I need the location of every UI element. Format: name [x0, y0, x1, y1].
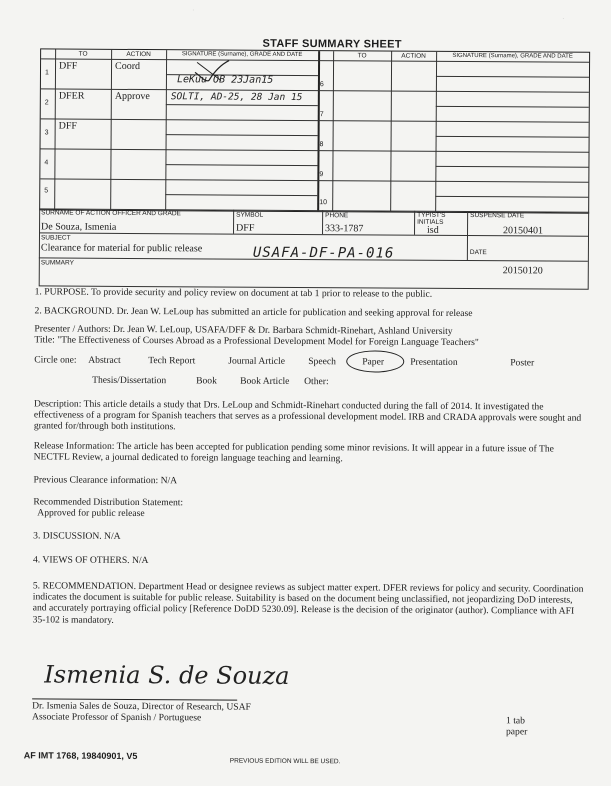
row1-signature: LeKuu OB 23Jan15 [176, 74, 274, 86]
routing-table [39, 48, 590, 213]
option-thesis: Thesis/Dissertation [92, 374, 167, 387]
summary-label: SUMMARY [40, 259, 74, 267]
row-number: 5 [44, 187, 49, 195]
handwritten-signature: Ismenia S. de Souza [44, 660, 290, 690]
symbol-value: DFF [236, 222, 255, 234]
row-number: 3 [44, 129, 49, 137]
views-paragraph: 4. VIEWS OF OTHERS. N/A [32, 554, 149, 567]
header-action: ACTION [126, 50, 151, 59]
option-journal-article: Journal Article [228, 355, 286, 367]
checkmark-icon [191, 58, 231, 84]
purpose-paragraph: 1. PURPOSE. To provide security and policy review on document at tab 1 prior to release to the public. [34, 286, 433, 300]
option-book-article: Book Article [240, 375, 290, 387]
discussion-paragraph: 3. DISCUSSION. N/A [33, 530, 121, 542]
typist-label: TYPIST'S INITIALS [417, 211, 446, 226]
option-speech: Speech [308, 356, 336, 368]
header-signature: SIGNATURE (Surname), GRADE AND DATE [181, 51, 303, 59]
typist-value: isd [427, 224, 439, 236]
row-number: 2 [44, 99, 49, 107]
header-to: TO [78, 50, 88, 58]
sheet-title: STAFF SUMMARY SHEET [262, 37, 402, 51]
recommended-label: Recommended Distribution Statement: [33, 496, 184, 509]
row-number: 4 [44, 159, 49, 167]
title-line: Title: "The Effectiveness of Courses Abroad as a Professional Development Model for Foreign Language Teachers" [34, 334, 479, 349]
row-number-right: 10 [319, 199, 328, 207]
row-number-right: 8 [319, 141, 324, 149]
option-book: Book [196, 375, 217, 387]
option-other: Other: [304, 376, 329, 388]
release-info-paragraph: Release Information: The article has been accepted for publication pending some minor revisions. It will appear in a future issue of The NECTFL Review, a journal dedicated to foreign language teaching and learning. [33, 440, 554, 465]
background-paragraph: 2. BACKGROUND. Dr. Jean W. LeLoup has submitted an article for publication and seeking approval for release [34, 305, 473, 320]
date-value: 20150120 [502, 265, 543, 277]
symbol-label: SYMBOL [236, 211, 264, 219]
row-number-right: 9 [319, 171, 324, 179]
officer-value: De Souza, Ismenia [41, 221, 117, 233]
recommendation-paragraph: 5. RECOMMENDATION. Department Head or designee reviews as subject matter expert. DFER reviews for policy and security. Coordination indicates the document is suitable for public release. Suitability is based on the document being unclassified, not jeopardizing DoD interests, and accurately portraying official policy [Reference DoDD 5230.09]. Release is the decision of the originator (author). Compliance with AFI 35-102 is mandatory. [32, 580, 584, 626]
phone-label: PHONE [325, 212, 349, 220]
row3-to: DFF [58, 120, 78, 132]
row-number-right: 6 [319, 81, 324, 89]
row1-action: Coord [115, 60, 141, 73]
option-paper: Paper [362, 356, 385, 368]
row2-to: DFER [58, 90, 85, 102]
attachment-count: 1 tab [506, 715, 525, 727]
scan-noise: · [192, 7, 195, 14]
row2-action: Approve [114, 90, 150, 103]
previous-clearance: Previous Clearance information: N/A [33, 474, 178, 487]
form-id: AF IMT 1768, 19840901, V5 [23, 750, 138, 762]
edition-note: PREVIOUS EDITION WILL BE USED. [229, 757, 341, 766]
phone-value: 333-1787 [325, 223, 364, 235]
subject-label: SUBJECT [40, 234, 71, 242]
option-presentation: Presentation [410, 356, 458, 368]
description-paragraph: Description: This article details a study that Drs. LeLoup and Schmidt-Rinehart conducted during the fall of 2014. It investigated the effectiveness of a program for Spanish teachers that serves as a professional development model. IRB and CRADA approvals were sought and granted for/through both institutions. [33, 398, 582, 433]
recommended-value: Approved for public release [37, 507, 145, 520]
row-number: 1 [44, 69, 49, 77]
signer-title: Associate Professor of Spanish / Portuguese [32, 711, 202, 724]
option-tech-report: Tech Report [148, 355, 196, 367]
header-action-right: ACTION [401, 52, 426, 60]
officer-label: SURNAME OF ACTION OFFICER AND GRADE [41, 209, 181, 218]
attachment-type: paper [505, 726, 528, 738]
suspense-value: 20150401 [503, 225, 544, 237]
row2-signature: SOLTI, AD-25, 28 Jan 15 [170, 91, 303, 104]
signer-name: Dr. Ismenia Sales de Souza, Director of Research, USAF [32, 700, 251, 713]
header-signature-right: SIGNATURE (Surname), GRADE AND DATE [452, 52, 573, 60]
date-label: DATE [469, 249, 487, 257]
row-number-right: 7 [319, 111, 324, 119]
subject-handwritten: USAFA-DF-PA-016 [252, 244, 395, 262]
subject-value: Clearance for material for public release [40, 242, 203, 255]
suspense-label: SUSPENSE DATE [470, 212, 525, 220]
header-to-right: TO [357, 52, 367, 60]
circle-label: Circle one: [34, 354, 77, 366]
row1-to: DFF [59, 60, 78, 72]
presenter-line: Presenter / Authors: Dr. Jean W. LeLoup, USAFA/DFF & Dr. Barbara Schmidt-Rinehart, Ashland University [34, 323, 453, 337]
option-poster: Poster [510, 357, 535, 369]
option-abstract: Abstract [88, 354, 121, 366]
scan-noise: · [562, 15, 565, 22]
